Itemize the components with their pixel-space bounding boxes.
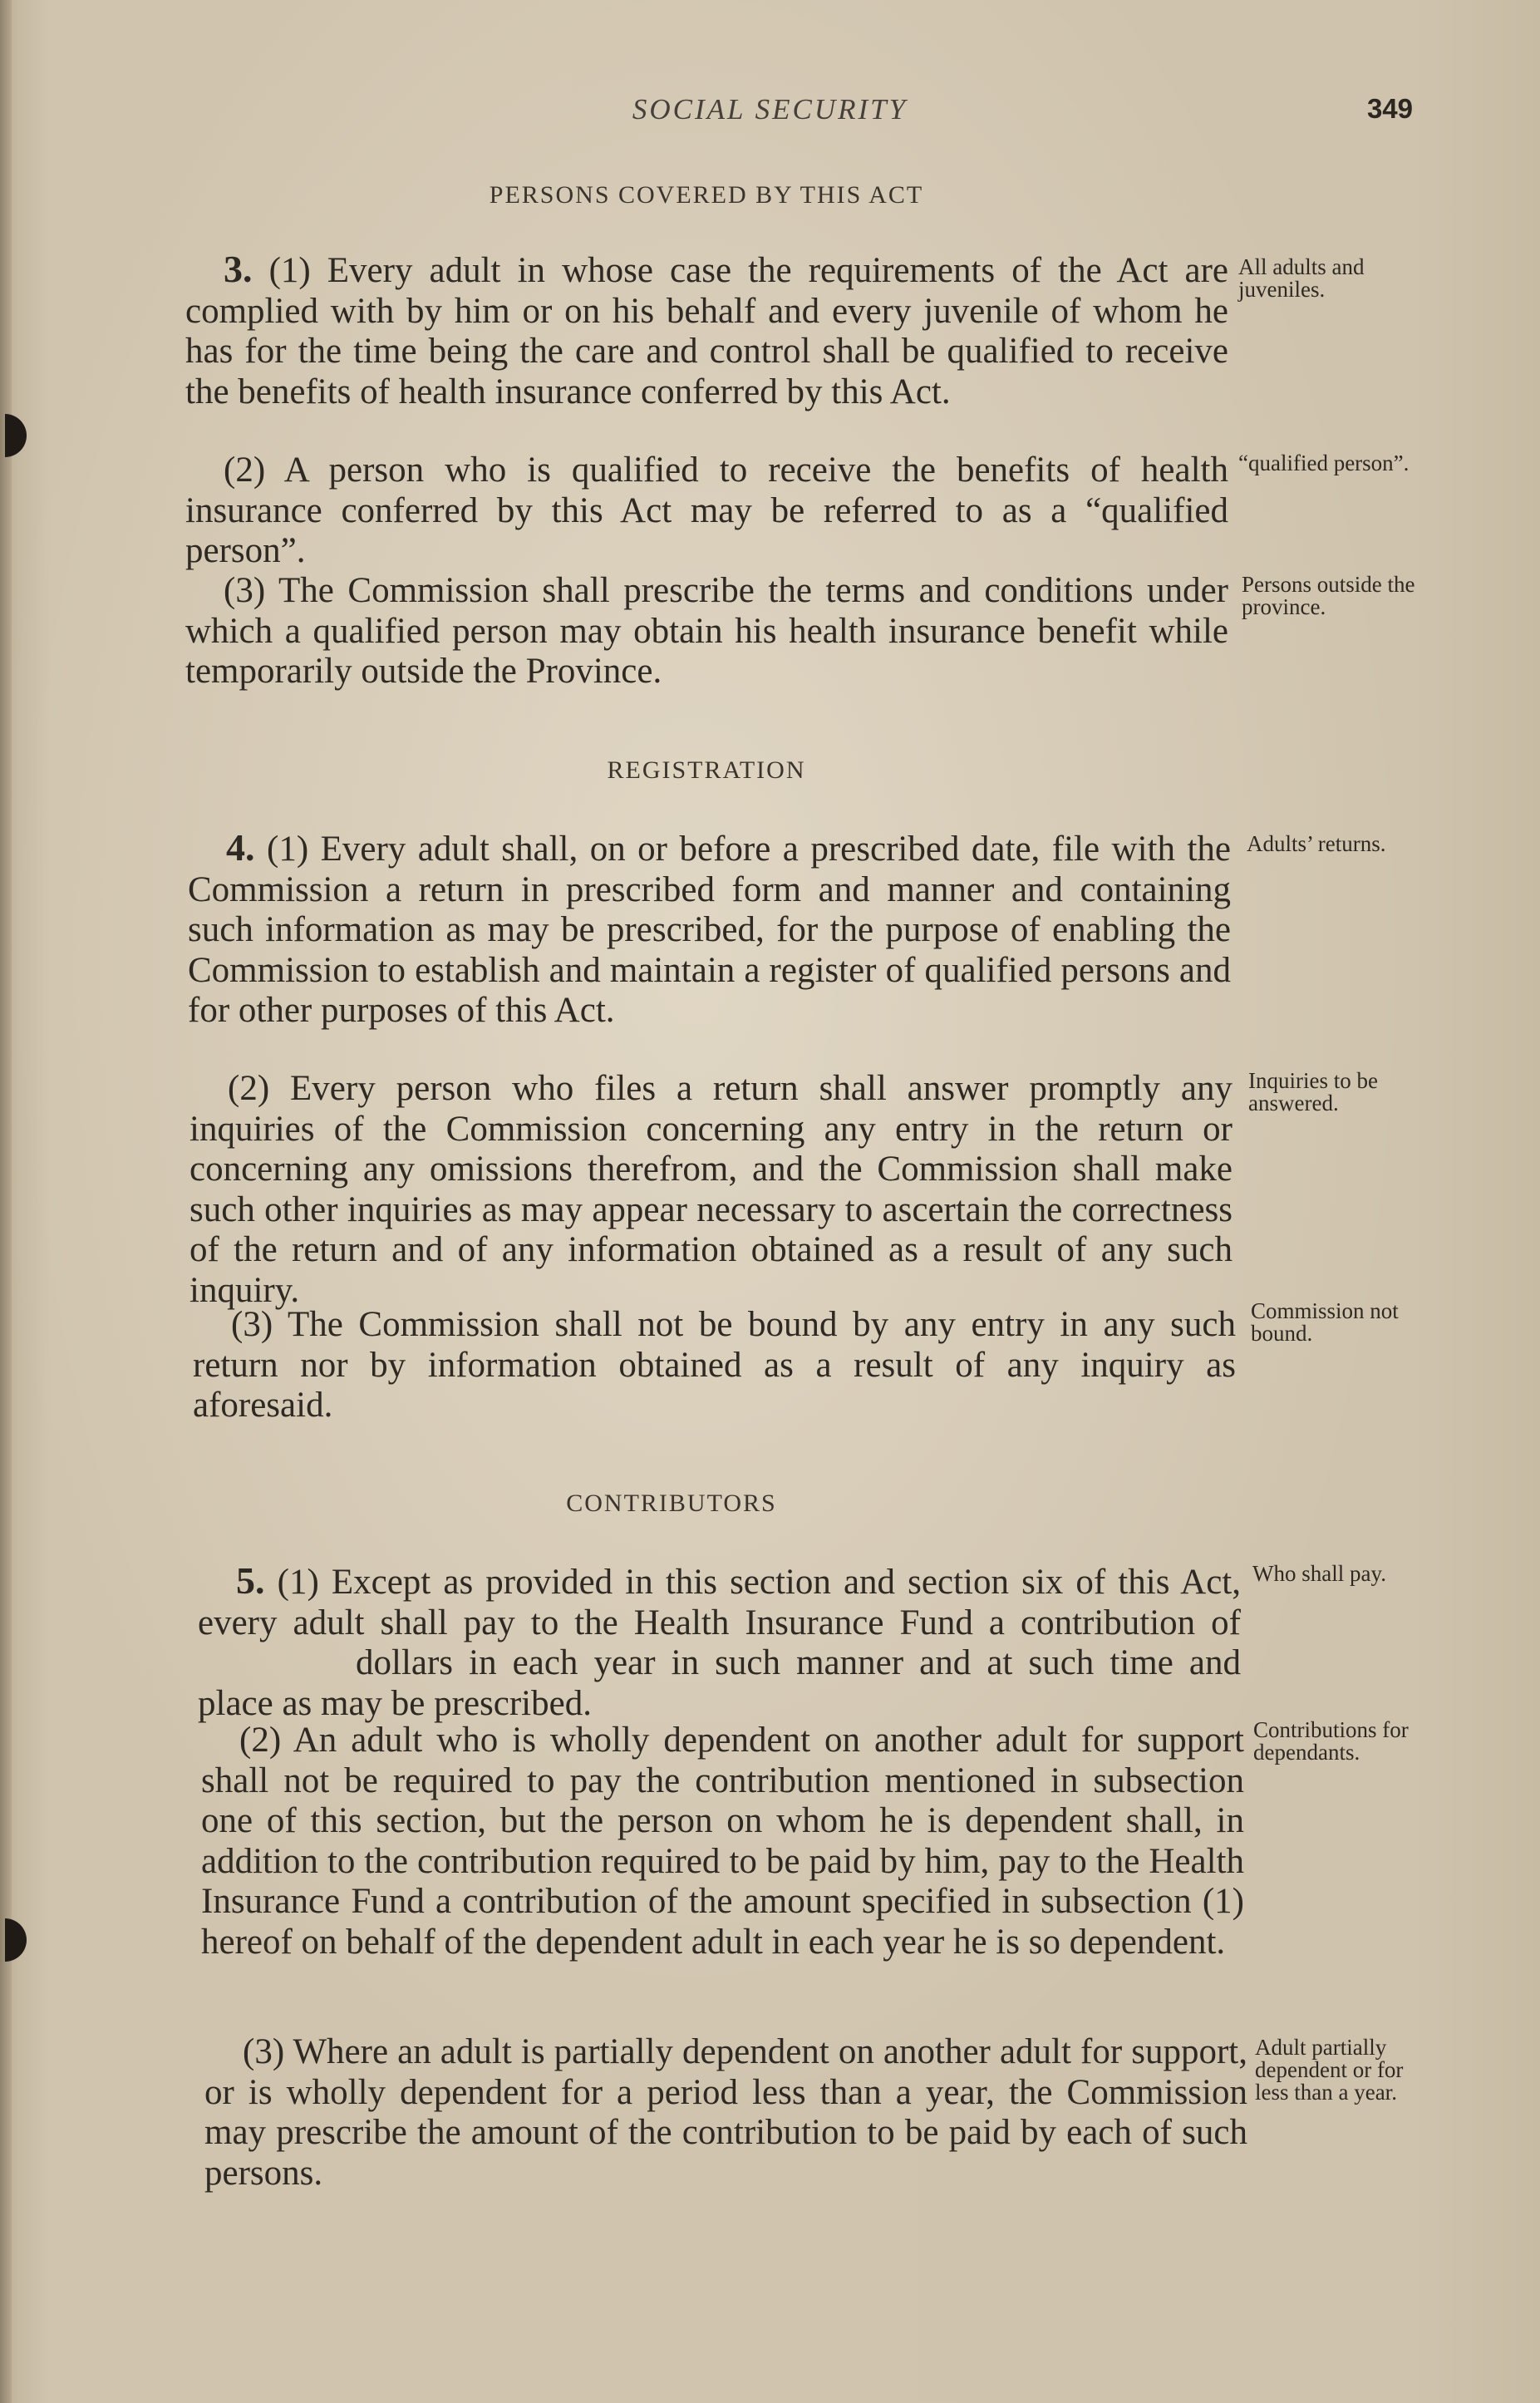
page-spine-edge	[0, 0, 12, 2403]
section-number: 5.	[236, 1559, 265, 1602]
section-3-subsection-2: (2) A person who is qualified to receive the benefits of health insurance conferred by this Act may be referred to as a “qualified person”.	[185, 451, 1228, 570]
page-number: 349	[1366, 93, 1413, 124]
binding-hole-lower	[5, 1918, 27, 1962]
section-heading-registration: REGISTRATION	[607, 756, 806, 784]
margin-note-qualified-person: “qualified person”.	[1238, 451, 1410, 475]
margin-note-all-adults: All adults and juveniles.	[1238, 254, 1365, 302]
section-5-subsection-2: (2) An adult who is wholly dependent on another adult for support shall not be required to pay the contribution mentioned in subsection one of this section, but the person on whom he is dependent shall, in addition to the contribution required to be paid by him, pay to the Health Insurance Fund a contribution of the amount specified in subsection (1) hereof on behalf of the dependent adult in each year he is so dependent.	[201, 1721, 1244, 1962]
section-3-subsection-1	[185, 249, 1228, 412]
section-3-subsection-3: (3) The Commission shall prescribe the terms and conditions under which a qualified person may obtain his health insurance benefit while temporarily outside the Province.	[185, 571, 1228, 691]
paragraph-text: (1) Every adult in whose case the requirements of the Act are complied with by him or on his behalf and every juvenile of whom he has for the time being the care and control shall be qualified to receive the benefits of health insurance conferred by this Act.	[185, 251, 1229, 411]
section-4-subsection-2: (2) Every person who files a return shall answer promptly any inquiries of the Commission concerning any entry in the return or concerning any omissions therefrom, and the Commission shall make such other inquiries as may appear necessary to ascertain the correctness of the return and of any information obtained as a result of any such inquiry.	[189, 1069, 1232, 1310]
section-number: 4.	[226, 826, 255, 869]
margin-note-commission-not-bound: Commission not bound.	[1251, 1298, 1399, 1346]
section-5-subsection-3: (3) Where an adult is partially dependent on another adult for support, or is wholly dependent for a period less than a year, the Commission may prescribe the amount of the contribution to be paid by each of such persons.	[204, 2032, 1247, 2193]
section-heading-persons-covered: PERSONS COVERED BY THIS ACT	[489, 181, 924, 209]
section-5-subsection-1	[198, 1561, 1241, 1724]
binding-hole-upper	[5, 414, 27, 457]
paragraph-text: (1) Every adult shall, on or before a prescribed date, file with the Commission a return in prescribed form and manner and containing such information as may be prescribed, for the purpose of enabling the Commission to establish and maintain a register of qualified persons and for other purposes of this Act.	[188, 830, 1232, 1030]
margin-note-contributions-dependants: Contributions for dependants.	[1253, 1717, 1409, 1765]
margin-note-inquiries: Inquiries to be answered.	[1248, 1068, 1378, 1115]
running-title: SOCIAL SECURITY	[632, 93, 908, 126]
paragraph-text-before-blank: (1) Except as provided in this section and section six of this Act, every adult shall pay to the Health Insurance Fund a contribution of	[198, 1563, 1242, 1642]
section-number: 3.	[224, 248, 253, 290]
section-4-subsection-1	[188, 828, 1231, 1032]
paragraph-text-after-blank: dollars in each year in such manner and at such time and place as may be prescribed.	[198, 1643, 1241, 1723]
margin-note-persons-outside: Persons outside the province.	[1242, 572, 1415, 619]
margin-note-adults-returns: Adults’ returns.	[1247, 831, 1386, 856]
margin-note-partially-dependent: Adult partially dependent or for less than a year.	[1255, 2035, 1404, 2105]
section-heading-contributors: CONTRIBUTORS	[566, 1490, 777, 1517]
section-4-subsection-3: (3) The Commission shall not be bound by any entry in any such return nor by information obtained as a result of any inquiry as aforesaid.	[193, 1305, 1236, 1425]
margin-note-who-shall-pay: Who shall pay.	[1252, 1561, 1386, 1586]
